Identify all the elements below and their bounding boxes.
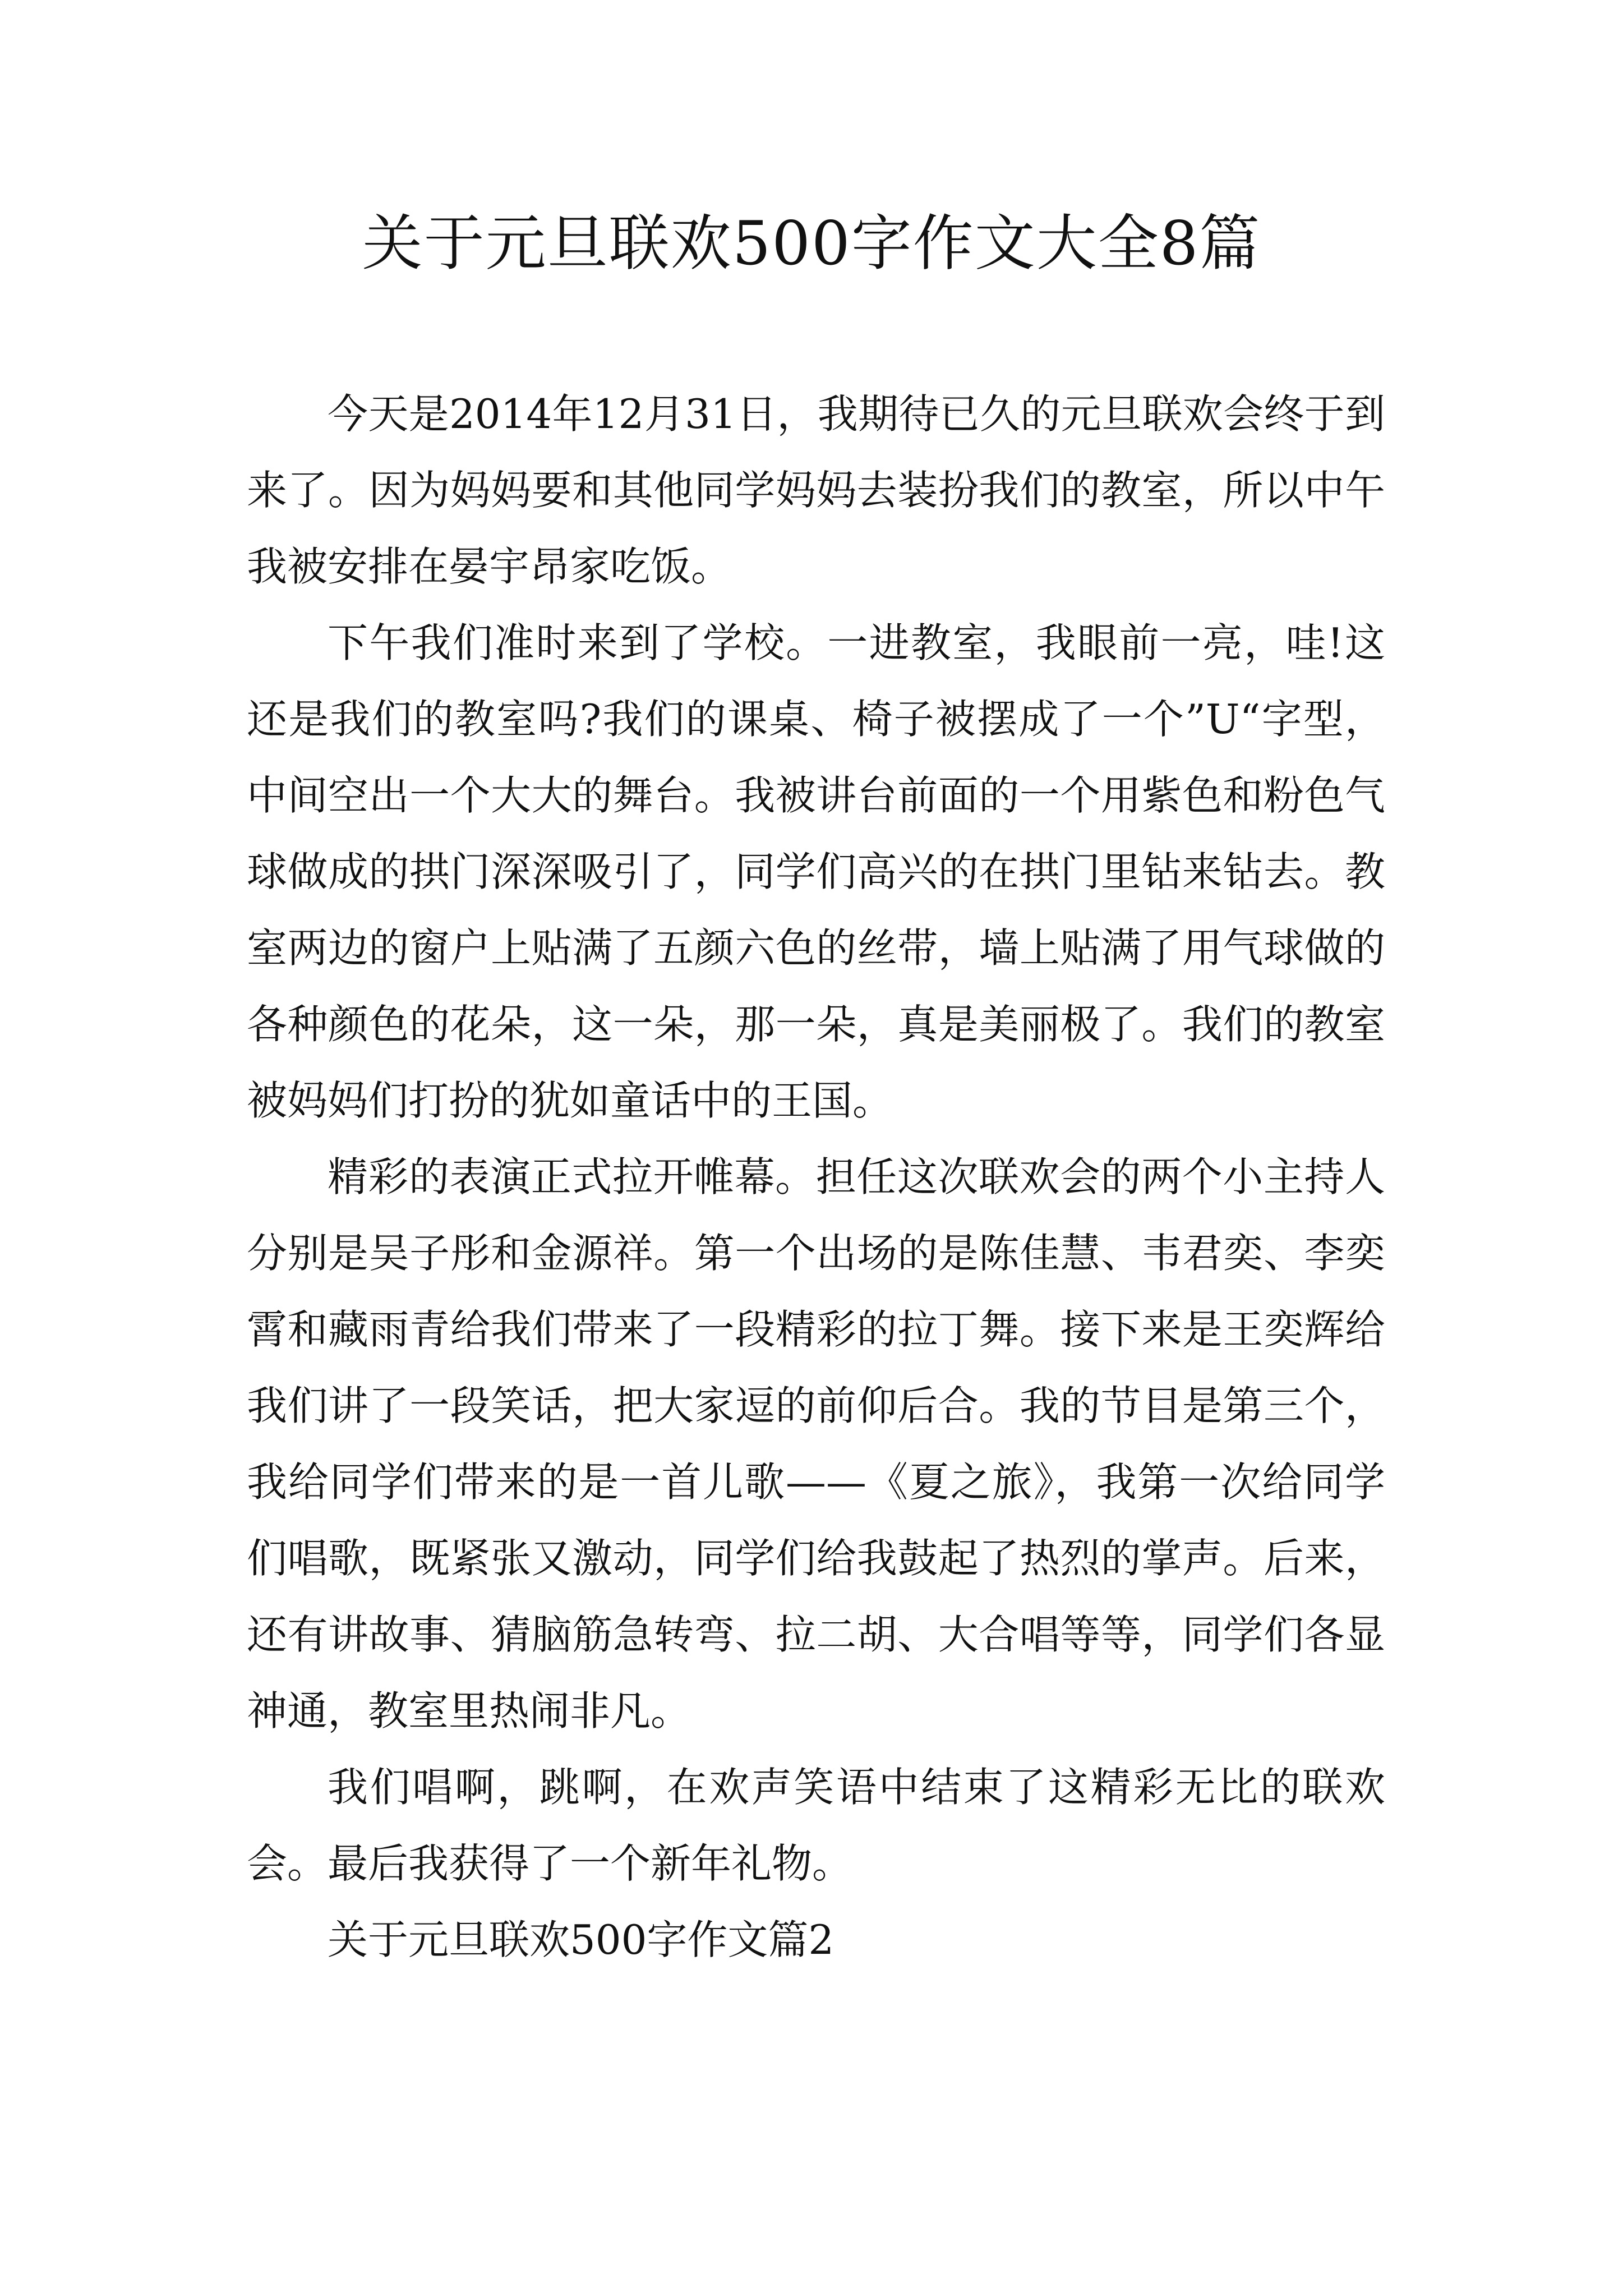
paragraph-3: 精彩的表演正式拉开帷幕。担任这次联欢会的两个小主持人分别是吴子彤和金源祥。第一个出场的是陈佳慧、韦君奕、李奕霄和藏雨青给我们带来了一段精彩的拉丁舞。接下来是王奕辉给我们讲了一段笑话，把大家逗的前仰后合。我的节目是第三个，我给同学们带来的是一首儿歌——《夏之旅》，我第一次给同学们唱歌，既紧张又激动，同学们给我鼓起了热烈的掌声。后来，还有讲故事、猜脑筋急转弯、拉二胡、大合唱等等，同学们各显神通，教室里热闹非凡。 xyxy=(247,1153,1385,1734)
paragraph-4: 我们唱啊，跳啊，在欢声笑语中结束了这精彩无比的联欢会。最后我获得了一个新年礼物。 xyxy=(247,1764,1385,1887)
paragraph-2: 下午我们准时来到了学校。一进教室，我眼前一亮，哇!这还是我们的教室吗?我们的课桌、椅子被摆成了一个”U“字型，中间空出一个大大的舞台。我被讲台前面的一个用紫色和粉色气球做成的拱门深深吸引了，同学们高兴的在拱门里钻来钻去。教室两边的窗户上贴满了五颜六色的丝带，墙上贴满了用气球做的各种颜色的花朵，这一朵，那一朵，真是美丽极了。我们的教室被妈妈们打扮的犹如童话中的王国。 xyxy=(247,619,1385,1124)
paragraph-1: 今天是2014年12月31日，我期待已久的元旦联欢会终于到来了。因为妈妈要和其他同学妈妈去装扮我们的教室，所以中午我被安排在晏宇昂家吃饭。 xyxy=(247,390,1385,590)
document-title: 关于元旦联欢500字作文大全8篇 xyxy=(362,209,1261,279)
document-body xyxy=(247,376,1385,1978)
section-heading: 关于元旦联欢500字作文篇2 xyxy=(328,1916,834,1963)
